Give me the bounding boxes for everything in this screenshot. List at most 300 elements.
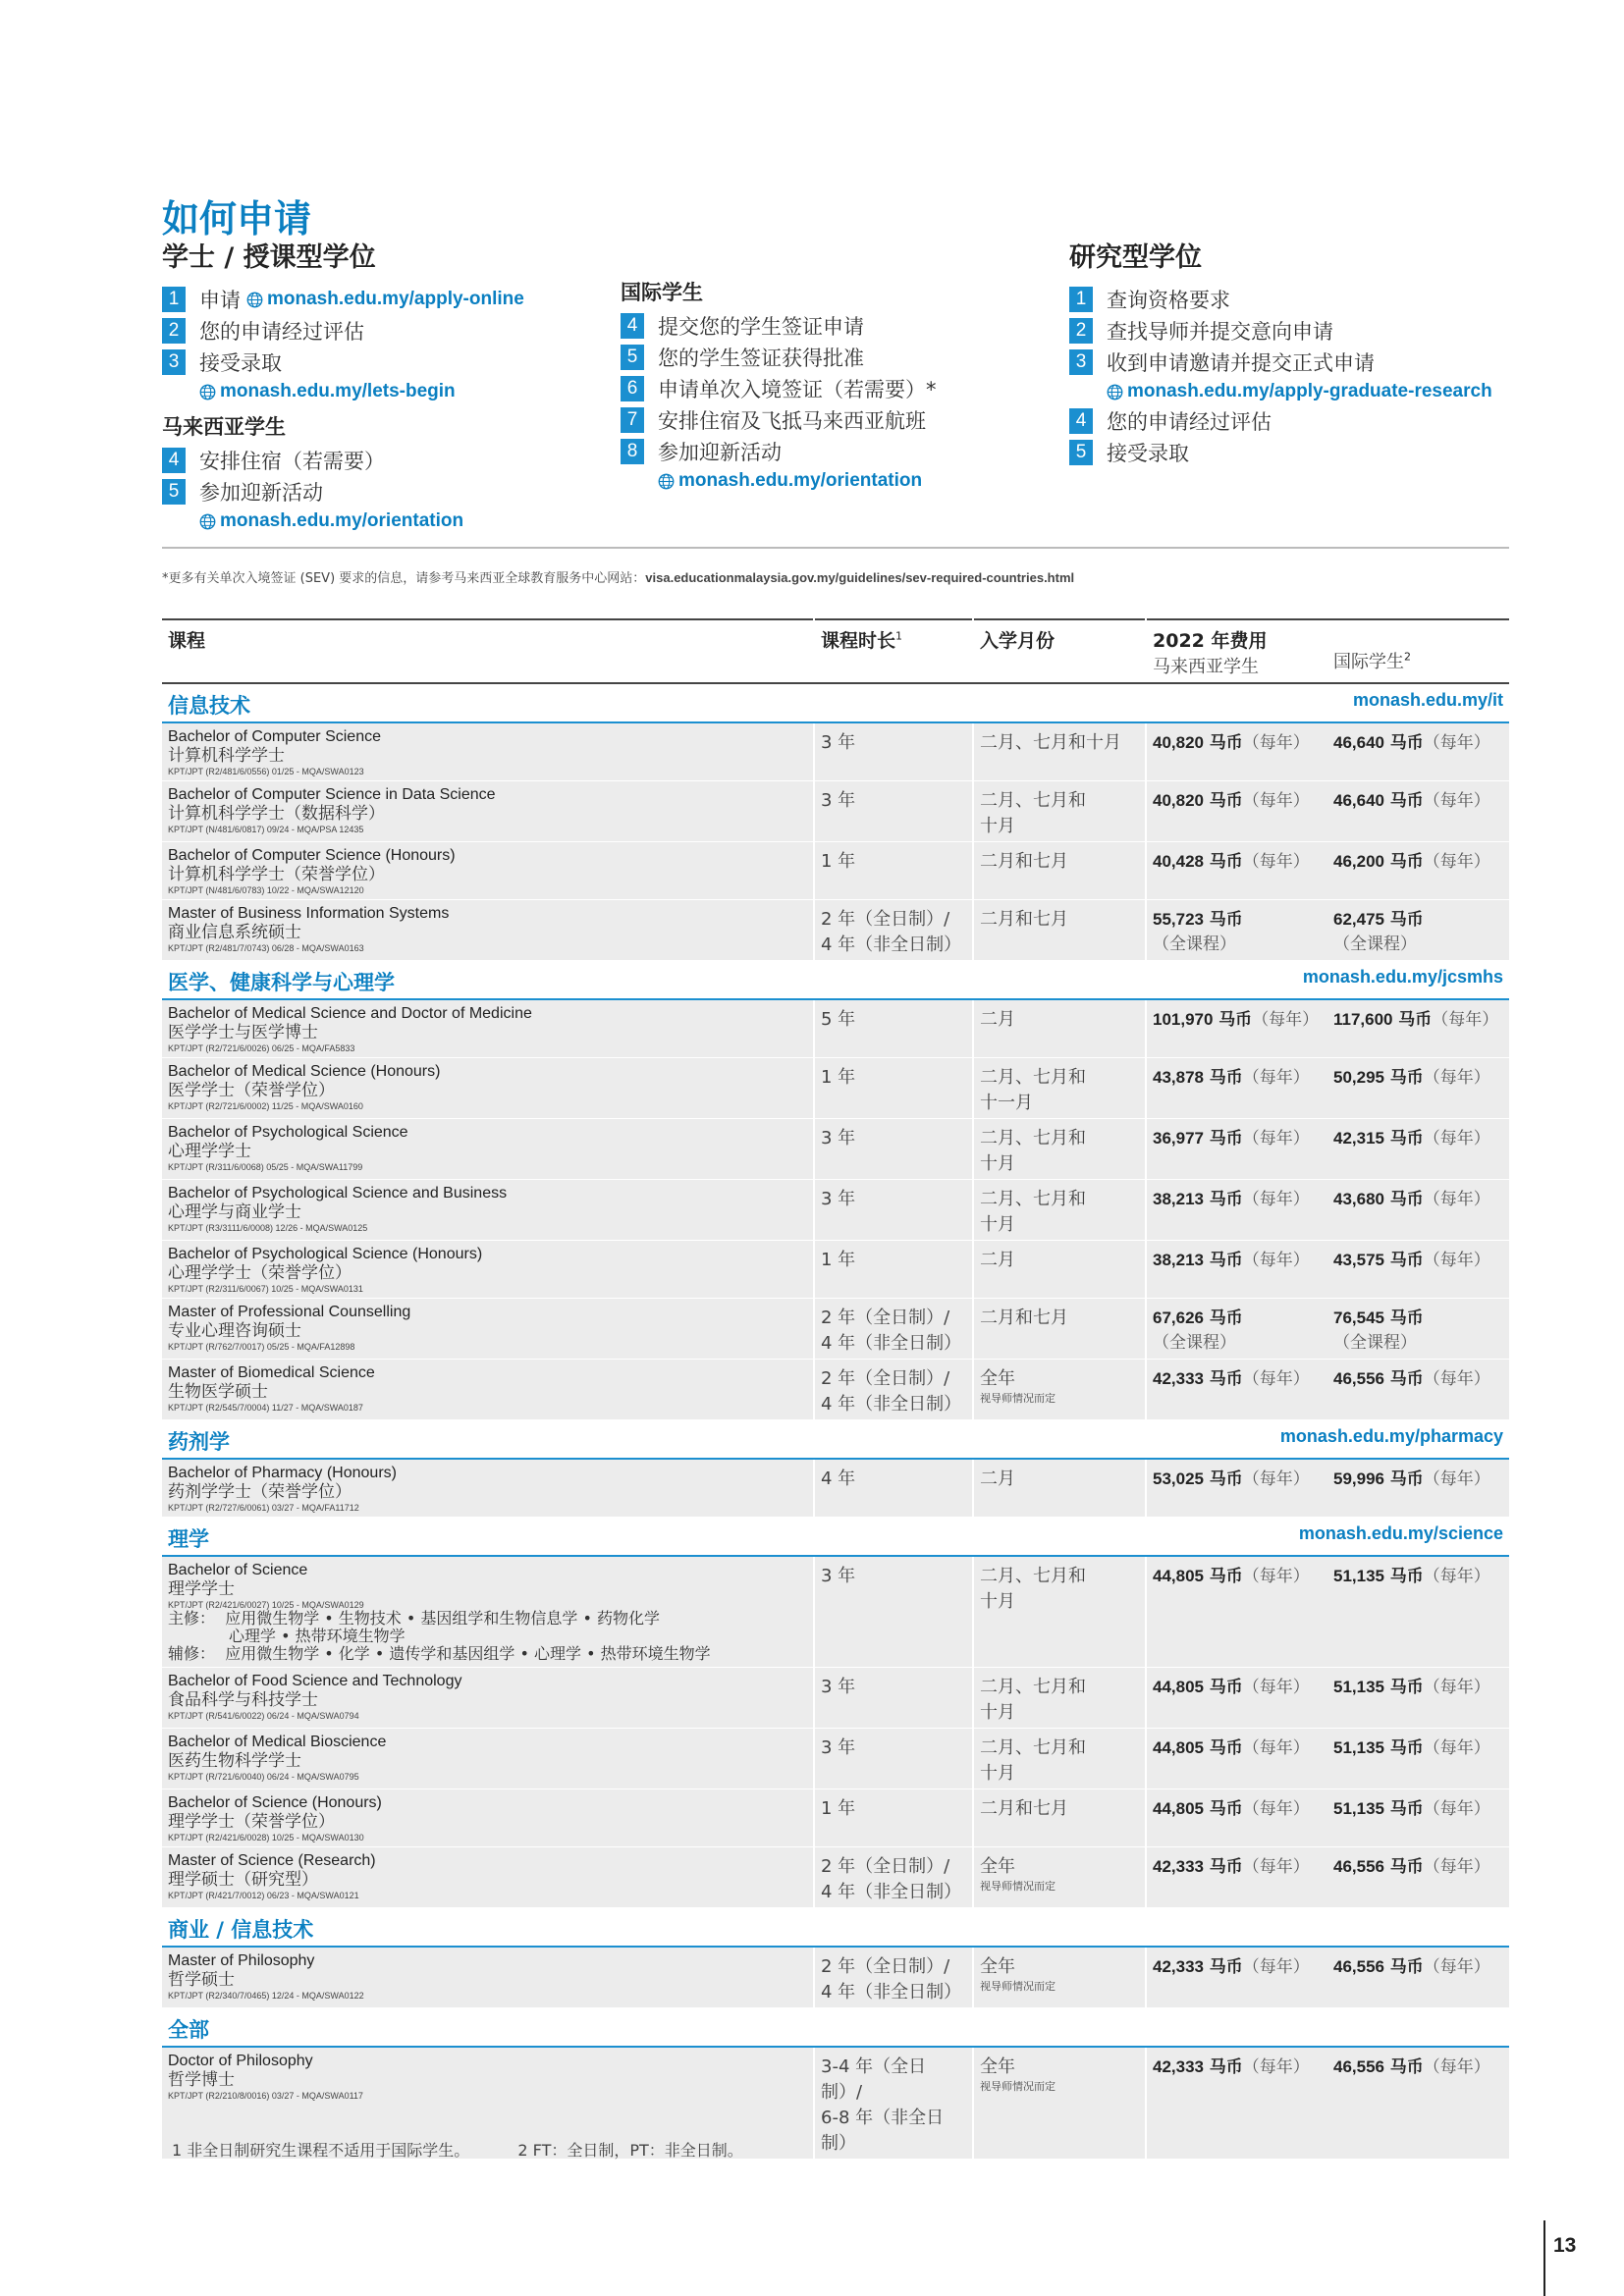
fee-local-cell: [1146, 1119, 1327, 1180]
fee-period: （每年）: [1242, 1190, 1310, 1209]
globe-icon: [199, 513, 216, 530]
section-header-cell: [162, 961, 1509, 1000]
fee-local-cell: [1146, 1847, 1327, 1908]
fee-period: （每年）: [1242, 1567, 1310, 1586]
step-text: 收到申请邀请并提交正式申请: [1107, 351, 1375, 375]
currency: 马币: [1209, 1738, 1243, 1758]
malaysian-step-5: [162, 476, 524, 507]
sev-url[interactable]: visa.educationmalaysia.gov.my/guidelines/sev-required-countries.html: [645, 570, 1075, 585]
duration-line-2: 4 年（非全日制）: [821, 934, 962, 955]
fee-intl-cell: [1327, 781, 1509, 842]
currency: 马币: [1209, 1678, 1243, 1697]
minor-line: [168, 1645, 807, 1663]
step-text: 查询资格要求: [1107, 289, 1230, 312]
fee-local-cell: [1146, 900, 1327, 961]
course-name-zh: 心理学学士: [168, 1142, 251, 1161]
fee-local-cell: [1146, 1360, 1327, 1420]
duration-line-1: 4 年: [821, 1468, 856, 1489]
fee-intl-amount: 51,135: [1333, 1799, 1384, 1818]
intake-cell: [973, 1459, 1146, 1518]
intl-orientation-url: monash.edu.my/orientation: [678, 470, 923, 491]
fee-local-cell: [1146, 1668, 1327, 1729]
research-title: 研究型学位: [1069, 242, 1202, 273]
course-code: KPT/JPT (R2/340/7/0465) 12/24 - MQA/SWA0122: [168, 1991, 364, 2001]
major-line: [168, 1610, 807, 1628]
duration-line-1: 3 年: [821, 1189, 856, 1209]
course-cell: [162, 722, 814, 781]
fee-intl-amount: 76,545: [1333, 1308, 1384, 1327]
duration-line-1: 3 年: [821, 1128, 856, 1148]
fee-period: （每年）: [1423, 1251, 1490, 1270]
page-number: 13: [1553, 2234, 1577, 2257]
intake-line-1: 全年: [980, 1856, 1015, 1877]
intake-note: 视导师情况而定: [980, 2080, 1056, 2093]
course-name-en: Master of Professional Counselling: [168, 1304, 411, 1320]
table-row: [162, 1299, 1509, 1360]
fee-period: （每年）: [1242, 1068, 1310, 1088]
course-code: KPT/JPT (N/481/6/0783) 10/22 - MQA/SWA12120: [168, 885, 364, 895]
intl-step-7: [621, 404, 937, 436]
course-code: KPT/JPT (R/311/6/0068) 05/25 - MQA/SWA11799: [168, 1162, 363, 1172]
malaysian-students-title: 马来西亚学生: [162, 415, 286, 439]
intake-line-1: 二月: [980, 1009, 1015, 1030]
fee-intl-amount: 42,315: [1333, 1129, 1384, 1148]
duration-cell: [814, 1789, 973, 1847]
fee-intl-cell: [1327, 1947, 1509, 2008]
duration-line-1: 1 年: [821, 1067, 856, 1088]
globe-icon: [1107, 384, 1123, 400]
section-header-row: [162, 1420, 1509, 1460]
fee-period: （每年）: [1423, 1738, 1490, 1758]
lets-begin-link[interactable]: [162, 378, 524, 405]
course-cell: [162, 1729, 814, 1789]
duration-cell: [814, 1729, 973, 1789]
duration-line-1: 3-4 年（全日制）/: [821, 2056, 927, 2103]
currency: 马币: [1389, 2057, 1424, 2077]
currency: 马币: [1389, 1799, 1424, 1819]
step-number: 5: [162, 479, 186, 505]
intake-cell: [973, 1058, 1146, 1119]
course-name-en: Master of Philosophy: [168, 1952, 315, 1969]
section-header-cell: [162, 2008, 1509, 2048]
currency: 马币: [1389, 733, 1424, 753]
currency: 马币: [1389, 1308, 1424, 1328]
duration-line-2: 4 年（非全日制）: [821, 1882, 962, 1902]
section-header-row: [162, 2008, 1509, 2048]
course-name-zh: 医药生物科学学士: [168, 1751, 301, 1771]
duration-cell: [814, 842, 973, 900]
minor-label: 辅修：: [168, 1644, 216, 1663]
course-cell: [162, 1789, 814, 1847]
fee-local-amount: 42,333: [1153, 1369, 1204, 1388]
duration-cell: [814, 1947, 973, 2008]
section-url-link[interactable]: monash.edu.my/science: [1298, 1523, 1503, 1543]
intake-line-1: 二月和七月: [980, 1308, 1068, 1328]
fee-local-cell: [1146, 1058, 1327, 1119]
intake-cell: [973, 842, 1146, 900]
step-text: 提交您的学生签证申请: [658, 315, 864, 339]
fee-intl-cell: [1327, 722, 1509, 781]
research-step-2: [1069, 315, 1492, 347]
intake-line-1: 二月、七月和: [980, 1677, 1086, 1697]
intake-cell: [973, 1556, 1146, 1668]
fee-period: （每年）: [1242, 791, 1310, 811]
fee-local-cell: [1146, 1241, 1327, 1299]
fee-local-amount: 53,025: [1153, 1469, 1204, 1488]
duration-line-1: 1 年: [821, 851, 856, 872]
intake-cell: [973, 1241, 1146, 1299]
fee-local-amount: 42,333: [1153, 1957, 1204, 1976]
course-name-en: Bachelor of Computer Science: [168, 728, 381, 745]
duration-cell: [814, 2047, 973, 2160]
duration-cell: [814, 1360, 973, 1420]
currency: 马币: [1209, 1308, 1243, 1328]
duration-line-1: 2 年（全日制）/: [821, 1308, 950, 1328]
course-name-zh: 医学学士（荣誉学位）: [168, 1081, 335, 1100]
apply-graduate-research-url: monash.edu.my/apply-graduate-research: [1127, 381, 1492, 401]
duration-line-1: 1 年: [821, 1250, 856, 1270]
sev-note: [162, 567, 1074, 586]
fee-period: （每年）: [1242, 1957, 1310, 1977]
course-name-zh: 计算机科学学士（荣誉学位）: [168, 865, 385, 884]
fee-intl-cell: [1327, 1299, 1509, 1360]
course-cell: [162, 1180, 814, 1241]
duration-cell: [814, 1847, 973, 1908]
page-number-bar: [1543, 2220, 1545, 2296]
course-cell: [162, 1058, 814, 1119]
course-code: KPT/JPT (R/541/6/0022) 06/24 - MQA/SWA0794: [168, 1711, 359, 1721]
international-title: 国际学生: [621, 281, 703, 304]
fee-local-cell: [1146, 2047, 1327, 2160]
course-code: KPT/JPT (R2/311/6/0067) 10/25 - MQA/SWA0131: [168, 1284, 363, 1294]
intake-line-1: 二月、七月和十月: [980, 732, 1121, 753]
course-name-en: Bachelor of Pharmacy (Honours): [168, 1465, 397, 1481]
intake-cell: [973, 1947, 1146, 2008]
globe-icon: [199, 384, 216, 400]
fee-intl-cell: [1327, 1360, 1509, 1420]
duration-line-1: 1 年: [821, 1798, 856, 1819]
footnote-2: 2 FT：全日制，PT：非全日制。: [517, 2141, 743, 2160]
fee-local-amount: 40,820: [1153, 733, 1204, 752]
course-name-zh: 食品科学与科技学士: [168, 1690, 318, 1710]
fee-period: （每年）: [1242, 1129, 1310, 1148]
section-url-link[interactable]: monash.edu.my/it: [1352, 690, 1503, 710]
currency: 马币: [1209, 1369, 1243, 1389]
fee-intl-amount: 62,475: [1333, 910, 1384, 929]
duration-line-1: 2 年（全日制）/: [821, 1368, 950, 1389]
fee-period: （每年）: [1423, 733, 1490, 753]
intake-line-1: 二月、七月和: [980, 1189, 1086, 1209]
table-row: [162, 1058, 1509, 1119]
fee-local-amount: 40,820: [1153, 791, 1204, 810]
course-code: KPT/JPT (R2/721/6/0002) 11/25 - MQA/SWA0160: [168, 1101, 363, 1111]
section-name: 医学、健康科学与心理学: [168, 971, 395, 994]
duration-cell: [814, 1299, 973, 1360]
table-row: [162, 999, 1509, 1058]
currency: 马币: [1209, 852, 1243, 872]
fee-local-cell: [1146, 1729, 1327, 1789]
fee-local-amount: 55,723: [1153, 910, 1204, 929]
undergrad-step-1: [162, 284, 524, 315]
course-name-zh: 心理学与商业学士: [168, 1202, 301, 1222]
fee-intl-amount: 51,135: [1333, 1738, 1384, 1757]
fee-period: （全课程）: [1333, 1333, 1417, 1353]
currency: 马币: [1389, 1190, 1424, 1209]
currency: 马币: [1209, 1799, 1243, 1819]
course-name-en: Bachelor of Computer Science (Honours): [168, 847, 456, 864]
table-row: [162, 1729, 1509, 1789]
intake-line-2: 十月: [980, 1214, 1015, 1235]
fee-intl-amount: 117,600: [1333, 1010, 1393, 1029]
section-name: 理学: [168, 1527, 209, 1551]
international-column: [621, 277, 937, 495]
fee-local-cell: [1146, 1556, 1327, 1668]
fee-intl-amount: 59,996: [1333, 1469, 1384, 1488]
fee-period: （每年）: [1423, 1068, 1490, 1088]
course-code: KPT/JPT (R2/481/7/0743) 06/28 - MQA/SWA0163: [168, 943, 364, 953]
section-header-row: [162, 1908, 1509, 1948]
fee-local-cell: [1146, 1947, 1327, 2008]
orientation-url: monash.edu.my/orientation: [220, 510, 464, 531]
apply-online-link[interactable]: [246, 289, 524, 310]
intake-cell: [973, 2047, 1146, 2160]
duration-cell: [814, 1556, 973, 1668]
fee-intl-cell: [1327, 1729, 1509, 1789]
currency: 马币: [1209, 910, 1243, 930]
intl-step-4: [621, 310, 937, 342]
duration-line-1: 3 年: [821, 790, 856, 811]
fee-intl-cell: [1327, 842, 1509, 900]
intake-line-2: 十月: [980, 1591, 1015, 1612]
intake-cell: [973, 1789, 1146, 1847]
section-header-cell: [162, 683, 1509, 722]
duration-line-1: 3 年: [821, 1737, 856, 1758]
step-text: 查找导师并提交意向申请: [1107, 320, 1333, 344]
intake-note: 视导师情况而定: [980, 1980, 1056, 1993]
fee-period: （每年）: [1242, 1738, 1310, 1758]
step-text: 您的申请经过评估: [1107, 410, 1272, 434]
step-text: 参加迎新活动: [199, 481, 323, 505]
fee-local-amount: 40,428: [1153, 852, 1204, 871]
major-label: 主修：: [168, 1609, 216, 1628]
fee-period: （每年）: [1423, 1369, 1490, 1389]
header-fee-local: 2022 年费用 马来西亚学生: [1146, 619, 1327, 683]
course-name-zh: 哲学硕士: [168, 1970, 235, 1990]
intake-cell: [973, 1668, 1146, 1729]
course-name-en: Master of Business Information Systems: [168, 905, 450, 922]
fee-local-amount: 44,805: [1153, 1738, 1204, 1757]
fee-period: （每年）: [1423, 1857, 1490, 1877]
fee-period: （每年）: [1423, 791, 1490, 811]
major-line-2: 心理学 • 热带环境生物学: [229, 1627, 406, 1645]
course-code: KPT/JPT (R2/421/6/0027) 10/25 - MQA/SWA0129: [168, 1600, 364, 1610]
intake-cell: [973, 722, 1146, 781]
fee-intl-cell: [1327, 1058, 1509, 1119]
course-cell: [162, 1668, 814, 1729]
intake-cell: [973, 781, 1146, 842]
step-number: 3: [162, 349, 186, 375]
intake-cell: [973, 1729, 1146, 1789]
step-text: 您的申请经过评估: [199, 320, 364, 344]
orientation-link[interactable]: [162, 507, 524, 535]
course-cell: [162, 1360, 814, 1420]
fee-period: （每年）: [1242, 2057, 1310, 2077]
currency: 马币: [1209, 1068, 1243, 1088]
fee-local-amount: 44,805: [1153, 1678, 1204, 1696]
intake-note: 视导师情况而定: [980, 1392, 1056, 1405]
step-number: 7: [621, 407, 644, 433]
intake-line-1: 二月、七月和: [980, 1566, 1086, 1586]
course-name-en: Bachelor of Science (Honours): [168, 1794, 382, 1811]
currency: 马币: [1209, 1567, 1243, 1586]
header-duration: 课程时长$^1$: [814, 619, 973, 683]
page-title: 如何申请: [162, 197, 312, 240]
undergrad-title: 学士 / 授课型学位: [162, 242, 376, 273]
apply-graduate-research-link[interactable]: [1069, 378, 1492, 405]
course-cell: [162, 1556, 814, 1668]
step-number: 6: [621, 376, 644, 401]
intake-line-2: 十一月: [980, 1093, 1033, 1113]
malaysian-step-4: [162, 445, 524, 476]
duration-line-1: 5 年: [821, 1009, 856, 1030]
course-cell: [162, 1459, 814, 1518]
step-text: 接受录取: [1107, 442, 1189, 465]
duration-cell: [814, 900, 973, 961]
duration-cell: [814, 999, 973, 1058]
fee-period: （每年）: [1242, 1251, 1310, 1270]
currency: 马币: [1209, 791, 1243, 811]
duration-cell: [814, 1119, 973, 1180]
fee-period: （每年）: [1242, 1678, 1310, 1697]
fee-intl-cell: [1327, 999, 1509, 1058]
course-name-zh: 医学学士与医学博士: [168, 1023, 318, 1042]
currency: 马币: [1389, 910, 1424, 930]
step-number: 1: [1069, 287, 1093, 312]
table-row: [162, 1119, 1509, 1180]
fee-intl-amount: 46,556: [1333, 1369, 1384, 1388]
major-list: 应用微生物学 • 生物技术 • 基因组学和生物信息学 • 药物化学: [225, 1609, 661, 1628]
fee-local-cell: [1146, 1459, 1327, 1518]
fee-period: （每年）: [1242, 852, 1310, 872]
undergrad-step-3: [162, 347, 524, 378]
currency: 马币: [1389, 852, 1424, 872]
fee-local-cell: [1146, 1180, 1327, 1241]
intake-note: 视导师情况而定: [980, 1880, 1056, 1893]
currency: 马币: [1209, 1857, 1243, 1877]
header-course: 课程: [162, 619, 814, 683]
intake-line-1: 二月和七月: [980, 1798, 1068, 1819]
duration-cell: [814, 781, 973, 842]
course-cell: [162, 999, 814, 1058]
lets-begin-url: monash.edu.my/lets-begin: [220, 381, 456, 401]
header-intake: 入学月份: [973, 619, 1146, 683]
fee-local-amount: 42,333: [1153, 1857, 1204, 1876]
fee-intl-amount: 50,295: [1333, 1068, 1384, 1087]
step-number: 1: [162, 287, 186, 312]
fee-period: （每年）: [1423, 852, 1490, 872]
intake-line-1: 二月: [980, 1250, 1015, 1270]
course-name-en: Bachelor of Medical Science and Doctor of Medicine: [168, 1005, 532, 1022]
intake-line-2: 十月: [980, 1153, 1015, 1174]
duration-line-2: 4 年（非全日制）: [821, 1333, 962, 1354]
table-row: [162, 722, 1509, 781]
table-row: [162, 1668, 1509, 1729]
section-url-link[interactable]: monash.edu.my/jcsmhs: [1302, 967, 1503, 987]
fee-intl-cell: [1327, 1847, 1509, 1908]
course-cell: [162, 842, 814, 900]
course-code: KPT/JPT (R2/481/6/0556) 01/25 - MQA/SWA0123: [168, 767, 364, 776]
course-name-en: Bachelor of Food Science and Technology: [168, 1673, 462, 1689]
intake-line-1: 二月: [980, 1468, 1015, 1489]
section-url-link[interactable]: monash.edu.my/pharmacy: [1279, 1426, 1503, 1446]
intl-orientation-link[interactable]: [621, 467, 937, 495]
fee-local-amount: 67,626: [1153, 1308, 1204, 1327]
intake-cell: [973, 1119, 1146, 1180]
intake-cell: [973, 900, 1146, 961]
course-name-zh: 哲学博士: [168, 2070, 235, 2090]
course-name-zh: 理学学士（荣誉学位）: [168, 1812, 335, 1832]
duration-cell: [814, 1459, 973, 1518]
fee-intl-cell: [1327, 1459, 1509, 1518]
step-text: 安排住宿及飞抵马来西亚航班: [658, 409, 926, 433]
globe-icon: [658, 473, 675, 490]
duration-cell: [814, 1241, 973, 1299]
divider: [162, 547, 1509, 549]
intake-line-1: 全年: [980, 1368, 1015, 1389]
intake-cell: [973, 999, 1146, 1058]
course-name-en: Bachelor of Psychological Science and Business: [168, 1185, 508, 1201]
table-row: [162, 1947, 1509, 2008]
undergrad-column: [162, 236, 524, 535]
intake-line-1: 二月、七月和: [980, 1067, 1086, 1088]
fee-intl-amount: 46,556: [1333, 2057, 1384, 2076]
table-row: [162, 781, 1509, 842]
fee-period: （每年）: [1423, 1129, 1490, 1148]
currency: 马币: [1209, 733, 1243, 753]
section-header-cell: [162, 1420, 1509, 1460]
research-step-3: [1069, 347, 1492, 378]
fee-intl-amount: 46,640: [1333, 791, 1384, 810]
intake-cell: [973, 1180, 1146, 1241]
fees-table: [162, 618, 1509, 2160]
fee-local-cell: [1146, 1299, 1327, 1360]
step-number: 5: [621, 345, 644, 370]
currency: 马币: [1389, 1068, 1424, 1088]
fee-local-cell: [1146, 842, 1327, 900]
course-code: KPT/JPT (R2/421/6/0028) 10/25 - MQA/SWA0130: [168, 1833, 364, 1842]
course-code: KPT/JPT (R2/210/8/0016) 03/27 - MQA/SWA0117: [168, 2091, 363, 2101]
duration-line-2: 4 年（非全日制）: [821, 1982, 962, 2002]
course-cell: [162, 781, 814, 842]
minor-list: 应用微生物学 • 化学 • 遗传学和基因组学 • 心理学 • 热带环境生物学: [225, 1644, 711, 1663]
intake-line-2: 十月: [980, 816, 1015, 836]
currency: 马币: [1209, 1190, 1243, 1209]
step-text: 安排住宿（若需要）: [199, 450, 385, 473]
duration-line-1: 3 年: [821, 1566, 856, 1586]
globe-icon: [246, 292, 263, 308]
section-header-cell: [162, 1908, 1509, 1948]
fee-intl-cell: [1327, 1556, 1509, 1668]
fee-period: （每年）: [1423, 1799, 1490, 1819]
duration-cell: [814, 1058, 973, 1119]
fees-body: [162, 683, 1509, 2160]
section-header-cell: [162, 1518, 1509, 1557]
fee-period: （每年）: [1423, 1678, 1490, 1697]
currency: 马币: [1389, 1738, 1424, 1758]
footnotes: [172, 2138, 786, 2161]
research-step-5: [1069, 437, 1492, 468]
course-name-zh: 生物医学硕士: [168, 1382, 268, 1402]
